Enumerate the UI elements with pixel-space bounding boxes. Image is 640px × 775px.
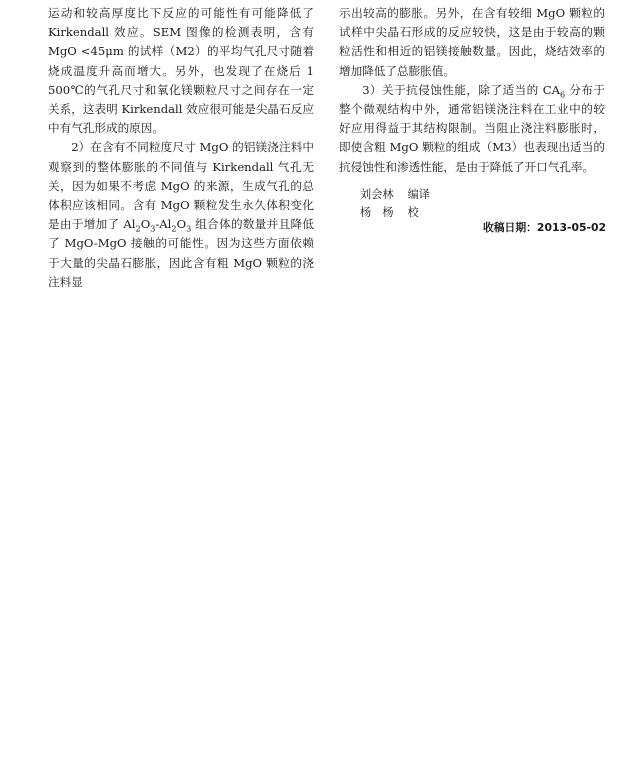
translator-row bbox=[360, 186, 430, 204]
subscript: 3 bbox=[186, 223, 192, 234]
left-paragraph-2 bbox=[48, 138, 314, 292]
oxygen-symbol: O bbox=[176, 217, 187, 232]
credits bbox=[360, 186, 430, 221]
left-paragraph-2-text-b: 组合体的数量并且降低了 MgO-MgO 接触的可能性。因为这些方面依赖于大量的尖晶石膨胀，因此含有粗 MgO 颗粒的浇注料显 bbox=[48, 217, 314, 289]
subscript: 2 bbox=[171, 223, 177, 234]
translator-name: 刘会林 bbox=[360, 188, 394, 201]
right-paragraph-2-text-b: 分布于整个微观结构中外，通常铝镁浇注料在工业中的较好应用得益于其结构限制。当阻止浇注料膨胀时，即使含粗 MgO 颗粒的组成（M3）也表现出适当的抗侵蚀性和渗透性能，是由于降低了开口气孔率。 bbox=[339, 82, 606, 174]
received-date: 收稿日期：2013-05-02 bbox=[482, 221, 606, 234]
dash-aluminum: -Al bbox=[155, 217, 172, 232]
right-paragraph-2-text-a: 3）关于抗侵蚀性能，除了适当的 CA bbox=[362, 82, 561, 97]
reviewer-role: 校 bbox=[407, 205, 419, 219]
translator-role: 编译 bbox=[407, 188, 430, 201]
subscript: 2 bbox=[135, 223, 141, 234]
reviewer-name: 杨 杨 bbox=[360, 205, 394, 219]
left-paragraph-2-text-a: 2）在含有不同粒度尺寸 MgO 的铝镁浇注料中观察到的整体膨胀的不同值与 Kirkendall 气孔无关，因为如果不考虑 MgO 的来源，生成气孔的总体积应该相同。含有 MgO 颗粒发生永久体积变化是由于增加了 Al bbox=[48, 140, 314, 232]
left-paragraph-1: 运动和较高厚度比下反应的可能性有可能降低了Kirkendall 效应。SEM 图像的检测表明，含有 MgO <45μm 的试样（M2）的平均气孔尺寸随着烧成温度升高而增大。另外，也发现了在烧后 1 500℃的气孔尺寸和氧化镁颗粒尺寸之间存在一定关系，这表明 Kirkendall 效应很可能是尖晶石反应中有气孔形成的原因。 bbox=[48, 6, 314, 136]
subscript: 6 bbox=[560, 89, 566, 100]
oxygen-symbol: O bbox=[140, 217, 151, 232]
right-column bbox=[339, 4, 605, 177]
right-paragraph-2 bbox=[339, 81, 605, 177]
right-paragraph-1: 示出较高的膨胀。另外，在含有较细 MgO 颗粒的试样中尖晶石形成的反应较快，这是由于较高的颗粒活性和相近的铝镁接触数量。因此，烧结效率的增加降低了总膨胀值。 bbox=[339, 6, 605, 78]
left-column bbox=[48, 4, 314, 292]
subscript: 3 bbox=[150, 223, 156, 234]
reviewer-row bbox=[360, 204, 430, 222]
